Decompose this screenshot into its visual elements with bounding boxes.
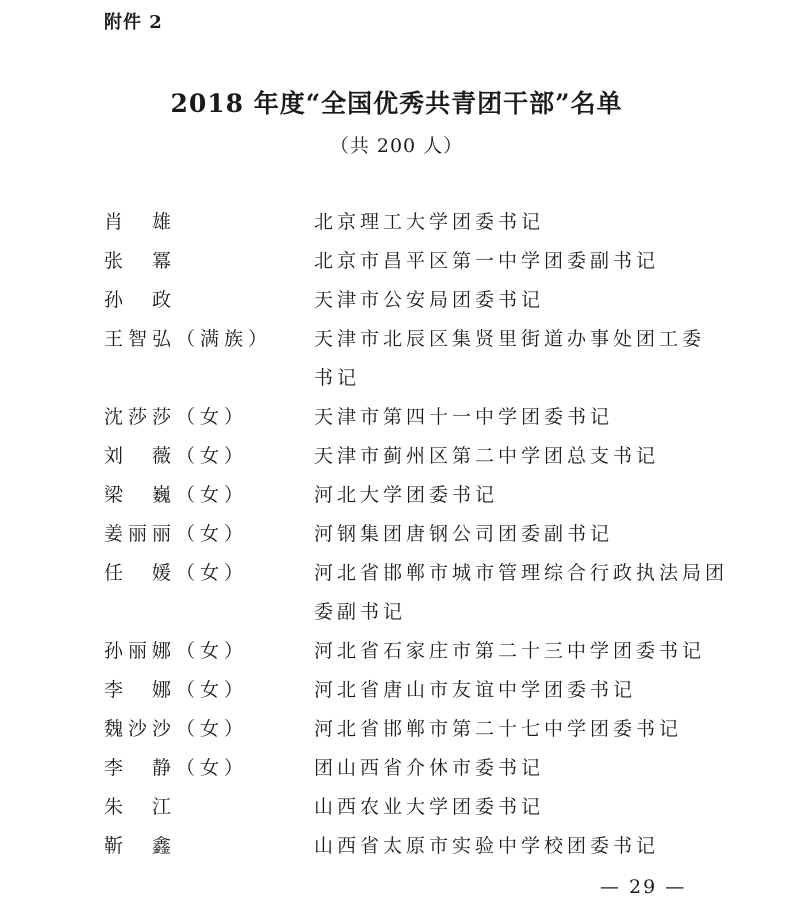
honoree-name: 王智弘（满族） <box>104 328 273 350</box>
honoree-name: 刘 薇（女） <box>104 445 249 467</box>
list-item <box>104 632 704 671</box>
list-item <box>104 671 704 710</box>
honoree-position: 山西省太原市实验中学校团委书记 <box>314 835 660 857</box>
list-item <box>104 203 704 242</box>
list-item <box>104 320 704 359</box>
honoree-position: 北京市昌平区第一中学团委副书记 <box>314 250 660 272</box>
list-item <box>104 437 704 476</box>
document-subtitle: （共 200 人） <box>329 135 464 157</box>
list-item <box>104 359 704 398</box>
list-item <box>104 242 704 281</box>
list-item <box>104 788 704 827</box>
honoree-name: 肖 雄 <box>104 211 177 233</box>
list-item <box>104 749 704 788</box>
page-number: — 29 — <box>600 876 687 898</box>
honoree-position: 河北大学团委书记 <box>314 484 499 506</box>
list-item <box>104 476 704 515</box>
honoree-position: 北京理工大学团委书记 <box>314 211 545 233</box>
list-item <box>104 515 704 554</box>
honoree-position: 河北省邯郸市城市管理综合行政执法局团 <box>314 562 729 584</box>
honoree-position: 书记 <box>314 367 361 389</box>
attachment-label: 附件 2 <box>104 12 163 33</box>
list-item <box>104 593 704 632</box>
list-item <box>104 281 704 320</box>
honoree-name: 沈莎莎（女） <box>104 406 249 428</box>
honoree-name: 任 媛（女） <box>104 562 249 584</box>
honoree-position: 山西农业大学团委书记 <box>314 796 545 818</box>
honoree-name: 张 冪 <box>104 250 177 272</box>
list-item <box>104 398 704 437</box>
honoree-name: 朱 江 <box>104 796 177 818</box>
honoree-position: 天津市蓟州区第二中学团总支书记 <box>314 445 660 467</box>
honoree-name: 靳 鑫 <box>104 835 177 857</box>
list-item <box>104 710 704 749</box>
honoree-position: 河北省唐山市友谊中学团委书记 <box>314 679 637 701</box>
honoree-position: 河北省邯郸市第二十七中学团委书记 <box>314 718 683 740</box>
honoree-name: 李 娜（女） <box>104 679 249 701</box>
list-item <box>104 827 704 866</box>
honoree-position: 天津市公安局团委书记 <box>314 289 545 311</box>
list-item <box>104 554 729 593</box>
honoree-list <box>104 203 729 866</box>
honoree-name: 李 静（女） <box>104 757 249 779</box>
document-title: 2018 年度“全国优秀共青团干部”名单 <box>170 89 623 118</box>
honoree-name: 孙 政 <box>104 289 177 311</box>
honoree-name: 魏沙沙（女） <box>104 718 249 740</box>
honoree-name: 孙丽娜（女） <box>104 640 249 662</box>
honoree-position: 河钢集团唐钢公司团委副书记 <box>314 523 614 545</box>
honoree-name: 梁 巍（女） <box>104 484 249 506</box>
honoree-name: 姜丽丽（女） <box>104 523 249 545</box>
honoree-position: 河北省石家庄市第二十三中学团委书记 <box>314 640 706 662</box>
honoree-position: 团山西省介休市委书记 <box>314 757 545 779</box>
honoree-position: 委副书记 <box>314 601 407 623</box>
honoree-position: 天津市第四十一中学团委书记 <box>314 406 614 428</box>
honoree-position: 天津市北辰区集贤里街道办事处团工委 <box>314 328 706 350</box>
